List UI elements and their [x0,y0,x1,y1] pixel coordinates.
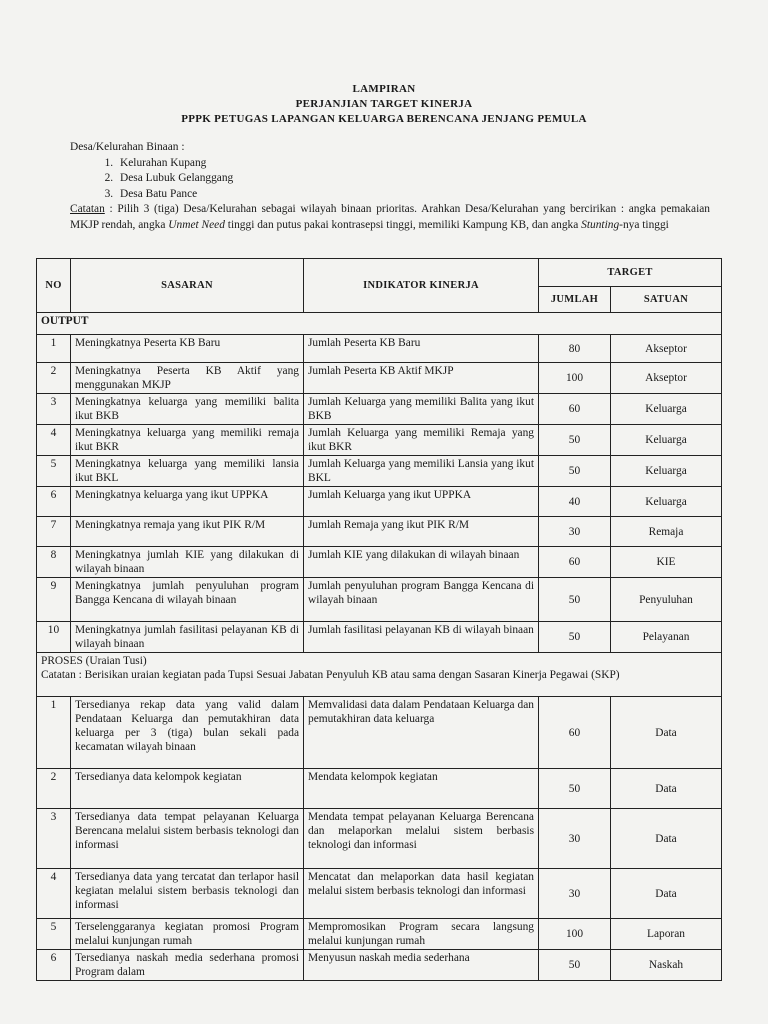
note-paragraph [70,202,710,233]
row-satuan: Data [611,697,722,769]
col-header-sasaran: SASARAN [71,259,304,313]
row-sasaran: Tersedianya data yang tercatat dan terlapor hasil kegiatan melalui sistem berbasis teknologi dan informasi [71,869,304,919]
row-indikator: Jumlah Keluarga yang ikut UPPKA [304,487,539,517]
row-no: 1 [37,697,71,769]
row-sasaran: Terselenggaranya kegiatan promosi Program melalui kunjungan rumah [71,919,304,950]
row-sasaran: Meningkatnya Peserta KB Aktif yang menggunakan MKJP [71,363,304,394]
row-satuan: Naskah [611,950,722,981]
row-satuan: Laporan [611,919,722,950]
row-sasaran: Meningkatnya keluarga yang ikut UPPKA [71,487,304,517]
row-no: 4 [37,869,71,919]
row-indikator: Jumlah fasilitasi pelayanan KB di wilayah binaan [304,622,539,653]
village-heading: Desa/Kelurahan Binaan : [70,141,185,153]
row-indikator: Mendata tempat pelayanan Keluarga Berencana dan melaporkan melalui sistem berbasis teknologi dan informasi [304,809,539,869]
row-no: 2 [37,769,71,809]
row-no: 5 [37,919,71,950]
row-jumlah: 60 [539,394,611,425]
row-no: 6 [37,950,71,981]
row-sasaran: Meningkatnya keluarga yang memiliki remaja ikut BKR [71,425,304,456]
village-item: 2. Desa Lubuk Gelanggang [116,171,710,187]
note-text-2: tinggi dan putus pakai kontrasepsi tinggi, memiliki Kampung KB, dan angka [227,218,579,231]
row-jumlah: 80 [539,335,611,363]
row-sasaran: Meningkatnya remaja yang ikut PIK R/M [71,517,304,547]
section-proses-title: PROSES (Uraian Tusi) [41,655,147,667]
row-indikator: Jumlah Keluarga yang memiliki Remaja yang ikut BKR [304,425,539,456]
col-header-target: TARGET [539,259,722,287]
col-header-indikator: INDIKATOR KINERJA [304,259,539,313]
header-position: PPPK PETUGAS LAPANGAN KELUARGA BERENCANA JENJANG PEMULA [181,113,587,125]
row-no: 6 [37,487,71,517]
village-item: 1. Kelurahan Kupang [116,156,710,172]
row-indikator: Menyusun naskah media sederhana [304,950,539,981]
row-indikator: Jumlah Keluarga yang memiliki Lansia yang ikut BKL [304,456,539,487]
row-indikator: Memvalidasi data dalam Pendataan Keluarga dan pemutakhiran data keluarga [304,697,539,769]
row-no: 4 [37,425,71,456]
row-satuan: Keluarga [611,456,722,487]
village-list [70,156,710,203]
row-indikator: Mencatat dan melaporkan data hasil kegiatan melalui sistem berbasis teknologi dan informasi [304,869,539,919]
col-header-satuan: SATUAN [611,287,722,313]
section-proses-note: Catatan : Berisikan uraian kegiatan pada Tupsi Sesuai Jabatan Penyuluh KB atau sama dengan Sasaran Kinerja Pegawai (SKP) [41,669,620,681]
col-header-no: NO [37,259,71,313]
row-indikator: Jumlah Peserta KB Baru [304,335,539,363]
row-indikator: Jumlah Remaja yang ikut PIK R/M [304,517,539,547]
document-header [0,82,768,127]
row-satuan: Data [611,869,722,919]
note-stunting: Stunting [581,218,620,231]
row-indikator: Jumlah KIE yang dilakukan di wilayah binaan [304,547,539,578]
row-satuan: KIE [611,547,722,578]
row-sasaran: Meningkatnya jumlah KIE yang dilakukan di wilayah binaan [71,547,304,578]
header-subtitle: PERJANJIAN TARGET KINERJA [295,98,473,110]
note-text-1: : Pilih 3 (tiga) Desa/Kelurahan sebagai wilayah binaan prioritas. Arahkan Desa/Kelurahan yang bercirikan : angka pemakaian MKJP rendah, angka [70,203,710,231]
village-item: 3. Desa Batu Pance [116,187,710,203]
row-satuan: Keluarga [611,487,722,517]
target-table [36,258,722,981]
row-satuan: Keluarga [611,425,722,456]
row-sasaran: Meningkatnya keluarga yang memiliki balita ikut BKB [71,394,304,425]
row-no: 1 [37,335,71,363]
row-satuan: Data [611,769,722,809]
row-no: 7 [37,517,71,547]
row-jumlah: 50 [539,578,611,622]
row-satuan: Penyuluhan [611,578,722,622]
row-satuan: Pelayanan [611,622,722,653]
row-no: 3 [37,809,71,869]
row-no: 9 [37,578,71,622]
row-indikator: Mempromosikan Program secara langsung melalui kunjungan rumah [304,919,539,950]
row-no: 2 [37,363,71,394]
row-no: 8 [37,547,71,578]
note-label: Catatan [70,203,105,216]
row-sasaran: Meningkatnya Peserta KB Baru [71,335,304,363]
row-satuan: Akseptor [611,363,722,394]
section-proses [37,653,722,697]
col-header-jumlah: JUMLAH [539,287,611,313]
row-jumlah: 50 [539,769,611,809]
row-jumlah: 50 [539,950,611,981]
row-indikator: Jumlah penyuluhan program Bangga Kencana di wilayah binaan [304,578,539,622]
row-indikator: Mendata kelompok kegiatan [304,769,539,809]
row-no: 5 [37,456,71,487]
row-no: 3 [37,394,71,425]
row-jumlah: 50 [539,456,611,487]
row-jumlah: 50 [539,425,611,456]
row-sasaran: Tersedianya data tempat pelayanan Keluarga Berencana melalui sistem berbasis teknologi dan informasi [71,809,304,869]
intro-section [70,140,710,234]
row-sasaran: Tersedianya naskah media sederhana promosi Program dalam [71,950,304,981]
row-indikator: Jumlah Keluarga yang memiliki Balita yang ikut BKB [304,394,539,425]
row-jumlah: 40 [539,487,611,517]
row-jumlah: 50 [539,622,611,653]
row-jumlah: 100 [539,919,611,950]
note-unmet-need: Unmet Need [168,218,225,231]
row-sasaran: Meningkatnya jumlah fasilitasi pelayanan KB di wilayah binaan [71,622,304,653]
header-title: LAMPIRAN [352,83,416,95]
row-jumlah: 100 [539,363,611,394]
note-text-3: -nya tinggi [619,218,669,231]
row-sasaran: Tersedianya data kelompok kegiatan [71,769,304,809]
row-satuan: Remaja [611,517,722,547]
row-indikator: Jumlah Peserta KB Aktif MKJP [304,363,539,394]
section-output: OUTPUT [37,313,722,335]
row-sasaran: Meningkatnya keluarga yang memiliki lansia ikut BKL [71,456,304,487]
row-jumlah: 60 [539,697,611,769]
row-satuan: Keluarga [611,394,722,425]
row-satuan: Akseptor [611,335,722,363]
row-jumlah: 60 [539,547,611,578]
row-no: 10 [37,622,71,653]
row-jumlah: 30 [539,869,611,919]
row-satuan: Data [611,809,722,869]
row-jumlah: 30 [539,517,611,547]
row-jumlah: 30 [539,809,611,869]
row-sasaran: Meningkatnya jumlah penyuluhan program Bangga Kencana di wilayah binaan [71,578,304,622]
row-sasaran: Tersedianya rekap data yang valid dalam Pendataan Keluarga dan pemutakhiran data keluarga per 3 (tiga) bulan sekali pada kecamatan wilayah binaan [71,697,304,769]
